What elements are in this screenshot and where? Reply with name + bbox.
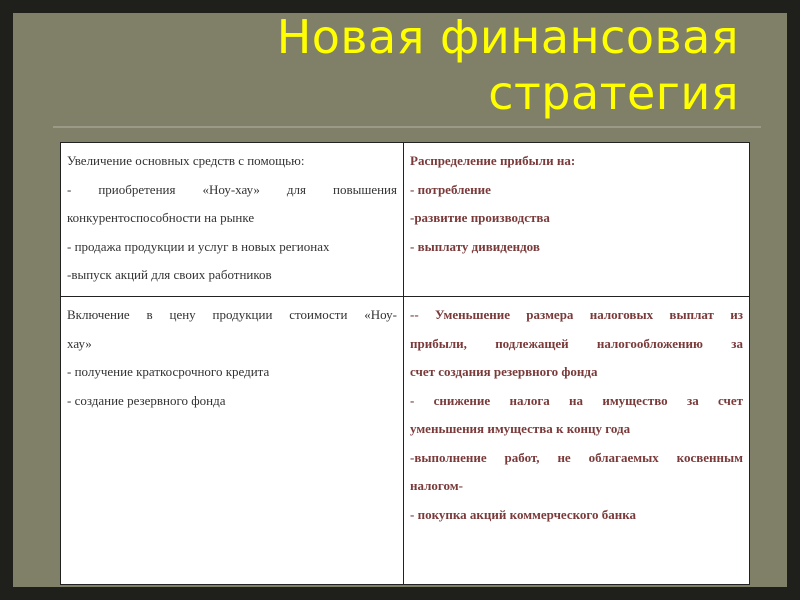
table-cell-row1-left — [61, 143, 404, 297]
cell-line: - приобретения «Ноу-хау» для повышения — [67, 181, 397, 197]
cell-line: -- Уменьшение размера налоговых выплат из — [410, 307, 743, 322]
cell-line: счет создания резервного фонда — [410, 364, 598, 379]
cell-line: хау» — [67, 335, 92, 351]
cell-line: - потребление — [410, 181, 491, 197]
cell-line: прибыли, подлежащей налогообложению за — [410, 335, 743, 351]
cell-line: налогом- — [410, 478, 463, 493]
table-cell-row2-left — [61, 297, 404, 585]
table-cell-row2-right — [404, 297, 750, 585]
table-row — [61, 143, 750, 297]
cell-line: уменьшения имущества к концу года — [410, 421, 631, 436]
cell-line: конкурентоспособности на рынке — [67, 210, 255, 225]
cell-line: - получение краткосрочного кредита — [67, 364, 270, 379]
cell-line: Распределение прибыли на: — [410, 153, 576, 168]
title-divider — [53, 126, 761, 128]
cell-line: -выпуск акций для своих работников — [67, 267, 272, 282]
cell-line: - покупка акций коммерческого банка — [410, 506, 637, 522]
cell-line: Включение в цену продукции стоимости «Ноу- — [67, 307, 397, 322]
cell-line: Увеличение основных средств с помощью: — [67, 153, 305, 168]
table-row — [61, 297, 750, 585]
title-line-2: стратегия — [488, 66, 739, 120]
cell-line: - продажа продукции и услуг в новых регионах — [67, 238, 330, 254]
title-line-1: Новая финансовая — [276, 10, 739, 64]
cell-line: - создание резервного фонда — [67, 392, 226, 408]
strategy-table — [60, 142, 750, 585]
cell-line: - снижение налога на имущество за счет — [410, 392, 743, 408]
table-cell-row1-right — [404, 143, 750, 297]
cell-line: - выплату дивидендов — [410, 238, 540, 254]
cell-line: -выполнение работ, не облагаемых косвенным — [410, 449, 743, 465]
cell-line: -развитие производства — [410, 210, 550, 225]
slide-title — [277, 9, 739, 121]
